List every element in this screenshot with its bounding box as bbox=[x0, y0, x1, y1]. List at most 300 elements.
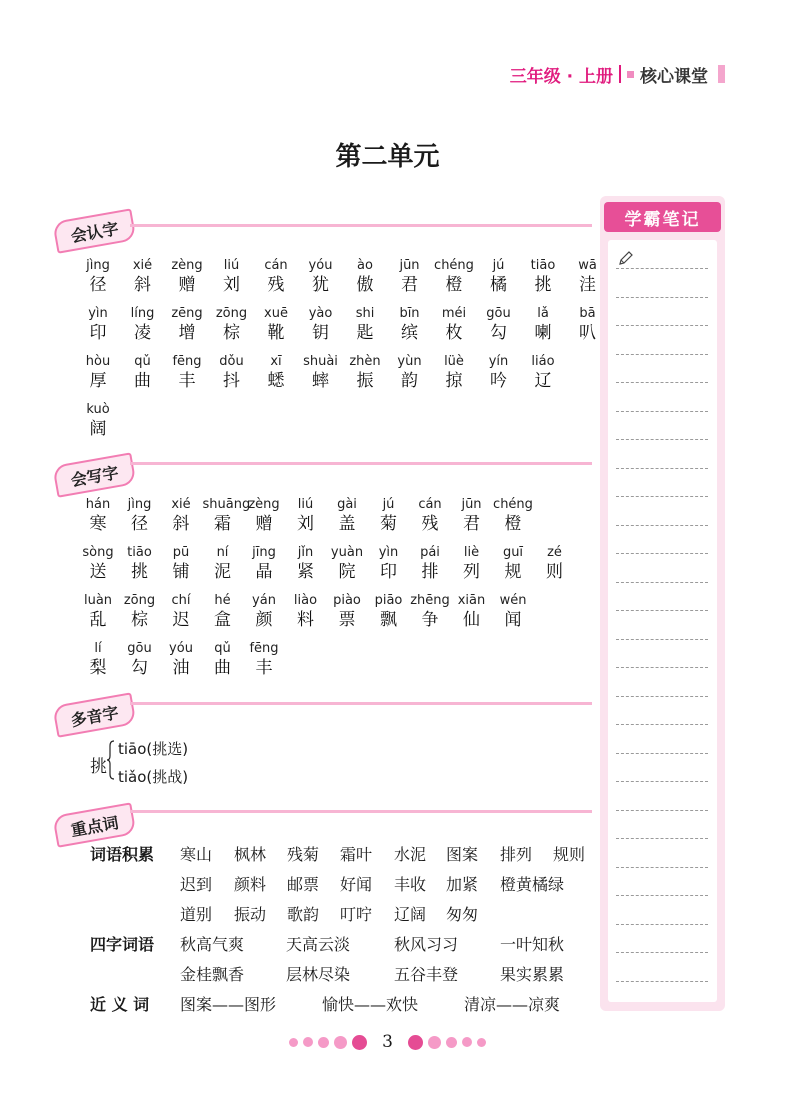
pinyin: tiāo bbox=[530, 258, 556, 273]
note-line bbox=[616, 724, 708, 725]
idiom-word: 五谷丰登 bbox=[394, 965, 459, 984]
pinyin: liè bbox=[463, 545, 480, 560]
char-cell bbox=[410, 593, 450, 631]
char-cell bbox=[256, 258, 296, 296]
hanzi: 振 bbox=[356, 371, 374, 391]
char-cell bbox=[434, 354, 474, 392]
vocab-word: 辽阔 bbox=[394, 905, 427, 924]
vocab-word: 水泥 bbox=[394, 845, 427, 864]
hanzi: 径 bbox=[131, 514, 148, 534]
pinyin: hòu bbox=[85, 354, 111, 369]
pinyin: tiāo bbox=[127, 545, 152, 560]
note-line bbox=[616, 496, 708, 497]
hanzi: 喇 bbox=[534, 323, 552, 343]
section-tag-write: 会写字 bbox=[52, 452, 136, 497]
pinyin: xiān bbox=[457, 593, 486, 608]
char-cell bbox=[123, 258, 163, 296]
char-cell bbox=[202, 497, 251, 535]
char-cell bbox=[369, 545, 409, 583]
hanzi: 院 bbox=[338, 562, 356, 582]
decor-dot bbox=[477, 1038, 486, 1047]
pinyin: fēng bbox=[249, 641, 279, 656]
pinyin: fēng bbox=[172, 354, 202, 369]
pinyin: yìn bbox=[88, 306, 108, 321]
pinyin: jīng bbox=[252, 545, 276, 560]
note-line bbox=[616, 553, 708, 554]
pinyin: gōu bbox=[486, 306, 511, 321]
vocab-word: 丰收 bbox=[394, 875, 427, 894]
char-cell bbox=[345, 354, 385, 392]
char-cell bbox=[535, 545, 575, 583]
char-cell bbox=[410, 497, 450, 535]
pencil-icon bbox=[618, 250, 634, 266]
pinyin: liú bbox=[223, 258, 240, 273]
hanzi: 橘 bbox=[490, 275, 507, 295]
hanzi: 规 bbox=[504, 562, 522, 582]
hanzi: 厚 bbox=[89, 371, 107, 391]
char-cell bbox=[493, 593, 533, 631]
page-footer bbox=[0, 1032, 775, 1052]
pinyin: pū bbox=[172, 545, 190, 560]
pinyin: yuàn bbox=[330, 545, 364, 560]
char-cell bbox=[161, 593, 201, 631]
char-cell bbox=[410, 545, 450, 583]
char-cell bbox=[452, 545, 492, 583]
note-line bbox=[616, 439, 708, 440]
pinyin: zé bbox=[547, 545, 562, 560]
char-cell bbox=[244, 641, 284, 679]
hanzi: 颜 bbox=[255, 610, 273, 630]
hanzi: 径 bbox=[89, 275, 107, 295]
note-line bbox=[616, 667, 708, 668]
hanzi: 靴 bbox=[267, 323, 285, 343]
pinyin: hé bbox=[214, 593, 231, 608]
hanzi: 韵 bbox=[401, 371, 418, 391]
hanzi: 仙 bbox=[463, 610, 480, 630]
pinyin: bīn bbox=[399, 306, 420, 321]
hanzi: 料 bbox=[297, 610, 314, 630]
hanzi: 盒 bbox=[214, 610, 231, 630]
char-cell bbox=[523, 258, 563, 296]
char-cell bbox=[493, 497, 533, 535]
note-line bbox=[616, 525, 708, 526]
pinyin: kuò bbox=[86, 402, 110, 417]
hanzi: 争 bbox=[421, 610, 439, 630]
pinyin: yùn bbox=[397, 354, 422, 369]
vocab-word: 邮票 bbox=[287, 875, 320, 894]
pinyin: líng bbox=[130, 306, 155, 321]
unit-title: 第二单元 bbox=[335, 142, 440, 172]
vocab-word: 迟到 bbox=[180, 875, 213, 894]
hanzi: 则 bbox=[546, 562, 563, 582]
hanzi: 油 bbox=[172, 658, 190, 678]
hanzi: 闻 bbox=[504, 610, 522, 630]
char-cell bbox=[369, 497, 409, 535]
char-cell bbox=[286, 593, 326, 631]
notes-paper bbox=[608, 240, 717, 1002]
hanzi: 斜 bbox=[172, 514, 190, 534]
char-cell bbox=[161, 641, 201, 679]
hanzi: 缤 bbox=[401, 323, 418, 343]
hanzi: 挑 bbox=[534, 275, 552, 295]
pinyin: jūn bbox=[399, 258, 420, 273]
char-cell bbox=[203, 545, 243, 583]
decor-dot bbox=[303, 1037, 313, 1047]
char-cell bbox=[78, 593, 118, 631]
hanzi: 菊 bbox=[380, 514, 397, 534]
pinyin: dǒu bbox=[219, 354, 244, 369]
hanzi: 印 bbox=[380, 562, 397, 582]
char-cell bbox=[212, 306, 252, 344]
pinyin: chí bbox=[171, 593, 191, 608]
hanzi: 飘 bbox=[380, 610, 397, 630]
vocab-word: 歌韵 bbox=[287, 905, 320, 924]
vocab-word: 匆匆 bbox=[446, 905, 479, 924]
char-cell bbox=[523, 306, 563, 344]
char-cell bbox=[301, 258, 341, 296]
vocab-word: 道别 bbox=[180, 905, 213, 924]
char-cell bbox=[203, 593, 243, 631]
char-cell bbox=[78, 258, 118, 296]
hanzi: 晶 bbox=[255, 562, 273, 582]
pinyin: ào bbox=[357, 258, 373, 273]
char-cell bbox=[434, 306, 474, 344]
pinyin: pái bbox=[420, 545, 440, 560]
pinyin: xī bbox=[270, 354, 282, 369]
pinyin: jūn bbox=[461, 497, 482, 512]
note-line bbox=[616, 297, 708, 298]
char-cell bbox=[390, 258, 430, 296]
decor-dot bbox=[352, 1035, 367, 1050]
hanzi: 盖 bbox=[338, 514, 356, 534]
hanzi: 君 bbox=[463, 514, 480, 534]
pinyin: yào bbox=[308, 306, 333, 321]
hanzi: 棕 bbox=[223, 323, 240, 343]
header-divider bbox=[619, 65, 621, 83]
char-cell bbox=[244, 497, 284, 535]
char-cell bbox=[345, 306, 385, 344]
idiom-word: 层林尽染 bbox=[286, 965, 351, 984]
note-line bbox=[616, 895, 708, 896]
pinyin: jú bbox=[492, 258, 505, 273]
vocab-word: 好闻 bbox=[340, 875, 373, 894]
pinyin: shuāng bbox=[202, 497, 251, 512]
decor-dot bbox=[318, 1037, 329, 1048]
hanzi: 勾 bbox=[131, 658, 148, 678]
pinyin: yóu bbox=[169, 641, 193, 656]
note-line bbox=[616, 582, 708, 583]
hanzi: 票 bbox=[338, 610, 356, 630]
pinyin: xuē bbox=[264, 306, 288, 321]
char-cell bbox=[120, 545, 160, 583]
pinyin: zōng bbox=[215, 306, 248, 321]
pinyin: wā bbox=[578, 258, 597, 273]
pinyin: sòng bbox=[82, 545, 114, 560]
pinyin: liáo bbox=[531, 354, 555, 369]
decor-dot bbox=[408, 1035, 423, 1050]
synonym-pair: 清凉——凉爽 bbox=[464, 995, 561, 1014]
vocab-label: 词语积累 bbox=[90, 845, 155, 864]
char-cell bbox=[161, 545, 201, 583]
hanzi: 匙 bbox=[356, 323, 374, 343]
char-cell bbox=[286, 545, 326, 583]
char-cell bbox=[78, 402, 118, 440]
pinyin: liú bbox=[297, 497, 314, 512]
char-cell bbox=[244, 593, 284, 631]
section-divider bbox=[130, 810, 592, 813]
idiom-word: 一叶知秋 bbox=[500, 935, 565, 954]
hanzi: 丰 bbox=[255, 658, 273, 678]
vocab-word: 规则 bbox=[553, 845, 586, 864]
hanzi: 叭 bbox=[579, 323, 596, 343]
idiom-word: 果实累累 bbox=[500, 965, 565, 984]
hanzi: 迟 bbox=[172, 610, 190, 630]
pinyin: qǔ bbox=[134, 354, 151, 369]
note-line bbox=[616, 952, 708, 953]
char-cell bbox=[203, 641, 243, 679]
hanzi: 丰 bbox=[178, 371, 196, 391]
char-cell bbox=[120, 497, 160, 535]
char-cell bbox=[167, 354, 207, 392]
hanzi: 刘 bbox=[297, 514, 314, 534]
section-divider bbox=[130, 702, 592, 705]
hanzi: 钥 bbox=[312, 323, 329, 343]
vocab-word: 加紧 bbox=[446, 875, 479, 894]
char-cell bbox=[78, 641, 118, 679]
section-tag-polyphone: 多音字 bbox=[52, 692, 136, 737]
note-line bbox=[616, 981, 708, 982]
char-cell bbox=[523, 354, 563, 392]
pinyin: lí bbox=[94, 641, 102, 656]
synonym-pair: 图案——图形 bbox=[180, 995, 277, 1014]
char-cell bbox=[78, 306, 118, 344]
pinyin: piāo bbox=[374, 593, 403, 608]
pinyin: cán bbox=[264, 258, 288, 273]
char-cell bbox=[212, 258, 252, 296]
hanzi: 抖 bbox=[223, 371, 240, 391]
note-line bbox=[616, 810, 708, 811]
char-cell bbox=[452, 497, 492, 535]
hanzi: 乱 bbox=[89, 610, 107, 630]
pinyin: lüè bbox=[444, 354, 464, 369]
char-cell bbox=[479, 306, 519, 344]
decor-dot bbox=[462, 1037, 472, 1047]
hanzi: 洼 bbox=[579, 275, 596, 295]
brace-icon bbox=[107, 740, 115, 780]
polyphone-reading-2: tiǎo(挑战) bbox=[118, 768, 189, 786]
hanzi: 蟋 bbox=[267, 371, 285, 391]
grade-label: 三年级 · 上册 bbox=[509, 66, 613, 87]
polyphone-char: 挑 bbox=[90, 757, 107, 777]
char-cell bbox=[493, 545, 533, 583]
pinyin: jǐn bbox=[297, 545, 314, 560]
pinyin: guī bbox=[502, 545, 524, 560]
note-line bbox=[616, 382, 708, 383]
hanzi: 铺 bbox=[172, 562, 190, 582]
hanzi: 增 bbox=[178, 323, 196, 343]
pinyin: jìng bbox=[127, 497, 152, 512]
hanzi: 吟 bbox=[490, 371, 507, 391]
char-cell bbox=[369, 593, 409, 631]
hanzi: 阔 bbox=[89, 419, 107, 439]
hanzi: 傲 bbox=[356, 275, 374, 295]
pinyin: zèng bbox=[248, 497, 280, 512]
hanzi: 赠 bbox=[178, 275, 196, 295]
hanzi: 排 bbox=[421, 562, 439, 582]
hanzi: 印 bbox=[89, 323, 107, 343]
char-cell bbox=[390, 354, 430, 392]
section-tag-key-words: 重点词 bbox=[52, 802, 136, 847]
hanzi: 犹 bbox=[312, 275, 329, 295]
pinyin: chéng bbox=[493, 497, 533, 512]
vocab-word: 残菊 bbox=[287, 845, 320, 864]
char-cell bbox=[244, 545, 284, 583]
hanzi: 勾 bbox=[490, 323, 507, 343]
header-tab-marker bbox=[718, 65, 725, 83]
hanzi: 残 bbox=[267, 275, 285, 295]
char-cell bbox=[479, 354, 519, 392]
pinyin: xié bbox=[132, 258, 153, 273]
note-line bbox=[616, 354, 708, 355]
section-divider bbox=[130, 224, 592, 227]
hanzi: 枚 bbox=[445, 323, 463, 343]
note-line bbox=[616, 411, 708, 412]
pinyin: zèng bbox=[171, 258, 203, 273]
pinyin: xié bbox=[171, 497, 191, 512]
decor-dot bbox=[289, 1038, 298, 1047]
hanzi: 赠 bbox=[255, 514, 273, 534]
hanzi: 掠 bbox=[445, 371, 463, 391]
note-line bbox=[616, 468, 708, 469]
pinyin: lǎ bbox=[537, 306, 549, 321]
pinyin: yóu bbox=[308, 258, 333, 273]
pinyin: zhēng bbox=[410, 593, 450, 608]
pinyin: ní bbox=[216, 545, 229, 560]
char-cell bbox=[301, 354, 341, 392]
note-line bbox=[616, 781, 708, 782]
header-square-icon bbox=[627, 71, 634, 78]
notes-panel bbox=[600, 196, 725, 1011]
pinyin: zēng bbox=[171, 306, 203, 321]
hanzi: 寒 bbox=[89, 514, 107, 534]
char-cell bbox=[479, 258, 519, 296]
vocab-word: 振动 bbox=[234, 905, 267, 924]
hanzi: 蟀 bbox=[312, 371, 329, 391]
idiom-word: 秋风习习 bbox=[394, 935, 459, 954]
pinyin: zōng bbox=[123, 593, 156, 608]
char-cell bbox=[301, 306, 341, 344]
pinyin: yín bbox=[488, 354, 509, 369]
hanzi: 橙 bbox=[504, 514, 522, 534]
char-cell bbox=[123, 354, 163, 392]
char-cell bbox=[212, 354, 252, 392]
pinyin: qǔ bbox=[214, 641, 231, 656]
pinyin: gōu bbox=[127, 641, 152, 656]
note-line bbox=[616, 838, 708, 839]
pinyin: yìn bbox=[378, 545, 399, 560]
note-line bbox=[616, 867, 708, 868]
pinyin: bā bbox=[579, 306, 596, 321]
pinyin: luàn bbox=[83, 593, 113, 608]
hanzi: 棕 bbox=[131, 610, 148, 630]
vocab-word: 图案 bbox=[446, 845, 479, 864]
pinyin: liào bbox=[293, 593, 318, 608]
hanzi: 列 bbox=[463, 562, 480, 582]
idiom-word: 秋高气爽 bbox=[180, 935, 245, 954]
section-divider bbox=[130, 462, 592, 465]
char-cell bbox=[286, 497, 326, 535]
notes-title: 学霸笔记 bbox=[604, 202, 721, 232]
char-cell bbox=[434, 258, 474, 296]
note-line bbox=[616, 924, 708, 925]
hanzi: 梨 bbox=[89, 658, 107, 678]
polyphone-reading-1: tiāo(挑选) bbox=[118, 740, 189, 758]
note-line bbox=[616, 610, 708, 611]
vocab-word: 橙黄橘绿 bbox=[500, 875, 565, 894]
char-cell bbox=[167, 306, 207, 344]
note-line bbox=[616, 639, 708, 640]
decor-dot bbox=[446, 1037, 457, 1048]
vocab-word: 霜叶 bbox=[340, 845, 373, 864]
hanzi: 霜 bbox=[214, 514, 231, 534]
note-line bbox=[616, 325, 708, 326]
note-line bbox=[616, 696, 708, 697]
hanzi: 刘 bbox=[223, 275, 240, 295]
pinyin: cán bbox=[418, 497, 442, 512]
char-cell bbox=[123, 306, 163, 344]
pinyin: shuài bbox=[303, 354, 338, 369]
hanzi: 紧 bbox=[297, 562, 314, 582]
decor-dot bbox=[334, 1036, 347, 1049]
vocab-word: 颜料 bbox=[234, 875, 267, 894]
course-label: 核心课堂 bbox=[640, 66, 708, 87]
pinyin: méi bbox=[441, 306, 467, 321]
char-cell bbox=[390, 306, 430, 344]
pinyin: zhèn bbox=[349, 354, 381, 369]
char-cell bbox=[256, 354, 296, 392]
note-line bbox=[616, 268, 708, 269]
page-number: 3 bbox=[382, 1032, 393, 1052]
pinyin: chéng bbox=[434, 258, 474, 273]
char-cell bbox=[327, 497, 367, 535]
hanzi: 残 bbox=[421, 514, 439, 534]
char-cell bbox=[161, 497, 201, 535]
char-cell bbox=[120, 641, 160, 679]
idiom-word: 天高云淡 bbox=[286, 935, 351, 954]
pinyin: piào bbox=[333, 593, 361, 608]
hanzi: 挑 bbox=[131, 562, 148, 582]
vocab-word: 寒山 bbox=[180, 845, 213, 864]
char-cell bbox=[452, 593, 492, 631]
vocab-word: 叮咛 bbox=[340, 905, 373, 924]
pinyin: jìng bbox=[86, 258, 110, 273]
hanzi: 凌 bbox=[134, 323, 151, 343]
decor-dot bbox=[428, 1036, 441, 1049]
pinyin: yán bbox=[252, 593, 276, 608]
char-cell bbox=[78, 497, 118, 535]
char-cell bbox=[327, 593, 367, 631]
vocab-word: 枫林 bbox=[234, 845, 267, 864]
note-line bbox=[616, 753, 708, 754]
synonym-pair: 愉快——欢快 bbox=[322, 995, 419, 1014]
hanzi: 斜 bbox=[134, 275, 151, 295]
pinyin: jú bbox=[382, 497, 395, 512]
hanzi: 曲 bbox=[214, 658, 231, 678]
char-cell bbox=[167, 258, 207, 296]
hanzi: 送 bbox=[89, 562, 107, 582]
char-cell bbox=[256, 306, 296, 344]
vocab-label: 近 义 词 bbox=[90, 995, 150, 1014]
